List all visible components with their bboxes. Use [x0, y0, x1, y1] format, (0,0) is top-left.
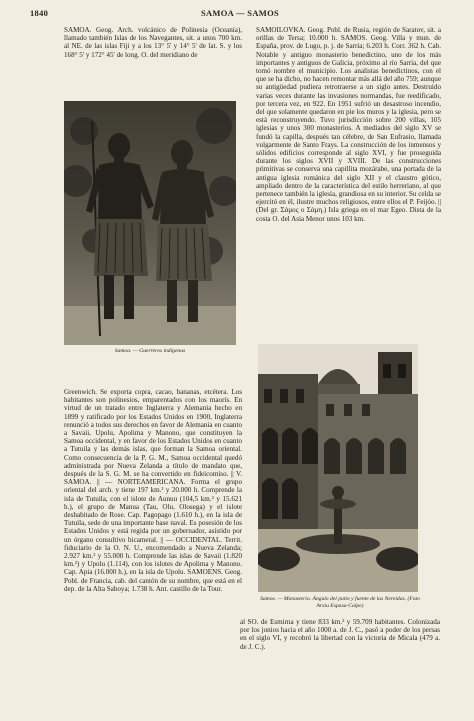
entry-samos-island-continued: al SO. de Esmirna y tiene 833 km.² y 59.709 habitantes. Colonizada por los jonios hacia el año 1000 a. de J. C., pasó a poder de los persas en el siglo VI, y recobró la libertad con la victoria de Micala (479 a. de J. C.). — [240, 618, 440, 651]
photo-samos-monastery — [258, 344, 418, 592]
entry-samoa-start: SAMOA. Geog. Arch. volcánico de Polinesia (Oceanía), llamado también Islas de los Navegantes, sit. a unos 700 km. al NE. de las islas Fiji y a los 13° 5' y 14° 5' de lat. S. y los 168° 5' y 172° 45' de long. O. del meridiano de — [64, 26, 242, 59]
photo-caption-monastery: Samos. — Monasterio. Ángulo del patio y fuente de las Nereidas. (Foto Arxiu Espasa-Calpe) — [260, 596, 420, 609]
running-header — [30, 8, 450, 20]
entry-samoa-continued: Greenwich. Se exporta copra, cacao, bananas, etcétera. Los habitantes son polinesios, emparentados con los maorís. En virtud de un tratado entre Inglaterra y Alemania hecho en 1899 y ratificado por los Estados Unidos en 1900, Inglaterra renunció a todos sus derechos en favor de Alemania en cuanto a Savaii, Upolu, Apolima y Manono, que constituyen la Samoa occidental, y en favor de los Estados Unidos en cuanto a Tutuila y las demás islas, que forman la Samoa oriental. Como consecuencia de la P. G. M., Samoa occidental quedó administrada por Nueva Zelanda a título de mandato que, después de la S. G. M. se ha convertido en fideicomiso. || V. SAMOA. || — NORTEAMERICANA. Forma el grupo oriental del arch. y tiene 197 km.² y 20.000 h. Comprende la isla de Tutuila, con el islote de Aunuu (104,5 km.² y 15.621 h.), el grupo de Manua (Tau, Olu, Olosega) y el islote deshabitado de Rose. Cap. Pagopago (1.610 h.), en la isla de Tutuila, sede de una importante base naval. Es posesión de los Estados Unidos y está regida por un gobernador, asistido por un órgano consultivo bicameral. || — OCCIDENTAL. Territ. fiduciario de la O. N. U., encomendado a Nueva Zelanda; 2.927 km.² y 55.000 h. Comprende las islas de Savaii (1.820 km.²) y Upolu (1.114), con los islotes de Apolima y Manono. Cap. Apia (16.000 h.), en la isla de Upolu. SAMOENS. Geog. Pobl. de Francia, cab. del cantón de su nombre, que está en el dep. de la Alta Saboya; 1.738 h. Ant. castillo de la Tour. — [64, 388, 242, 593]
photo-caption-warriors: Samoa. — Guerreros indígenas — [114, 348, 186, 354]
page-number: 1840 — [30, 8, 49, 18]
running-title: SAMOA — SAMOS — [200, 8, 280, 18]
entry-samoilovka-samos: SAMOILOVKA. Geog. Pobl. de Rusia, región de Saratov, sit. a orillas de Tersa; 10.000 h. SAMOS. Geog. Villa y mun. de España, prov. de Lugo, p. j. de Sarria; 6.203 h. Corr. 362 h. Cab. Notable y antiguo monasterio benedictino, uno de los más importantes y antiguos de Galicia, próximo al río Sarria, del que tomó nombre el municipio. Los analistas benedictinos, con el que se ha dicho, no hacen remontar más allá del año 759; aunque su antigüedad pudiera retrotraerse a un siglo antes. Destruido varias veces durante las invasiones normandas, fue reedificado, por tercera vez, en 922. En 1951 sufrió un desastroso incendio, del que solamente quedaron en pie los muros y la iglesia, pero se está reconstruyendo. Tuvo jurisdicción sobre 200 villas, 105 iglesias y unos 300 monasterios. A mediados del siglo XV se fundó la capilla, después tan célebre, de San Eufrasio, llamada vulgarmente de Santo Frays. La construcción de los inmensos y sólidos edificios corresponde al siglo XVI, y fue proseguida durante los siglos XVII y XVIII. De las construcciones primitivas se conserva una capillita mozárabe, una portada de la antigua iglesia románica del siglo XII y el claustro gótico, ampliado dentro de la característica del estilo herreriano, al que pertenece también la iglesia, grandiosa en su interior. Su celda se ejercitó en él, ilustre muchos religiosos, entre ellos el P. Feijóo. || (Del gr. Σάμος o Σάμη.) Isla griega en el mar Egeo. Dista de la costa O. del Asia Menor unos 103 km. — [256, 26, 441, 223]
photo-samoan-warriors — [64, 101, 236, 345]
